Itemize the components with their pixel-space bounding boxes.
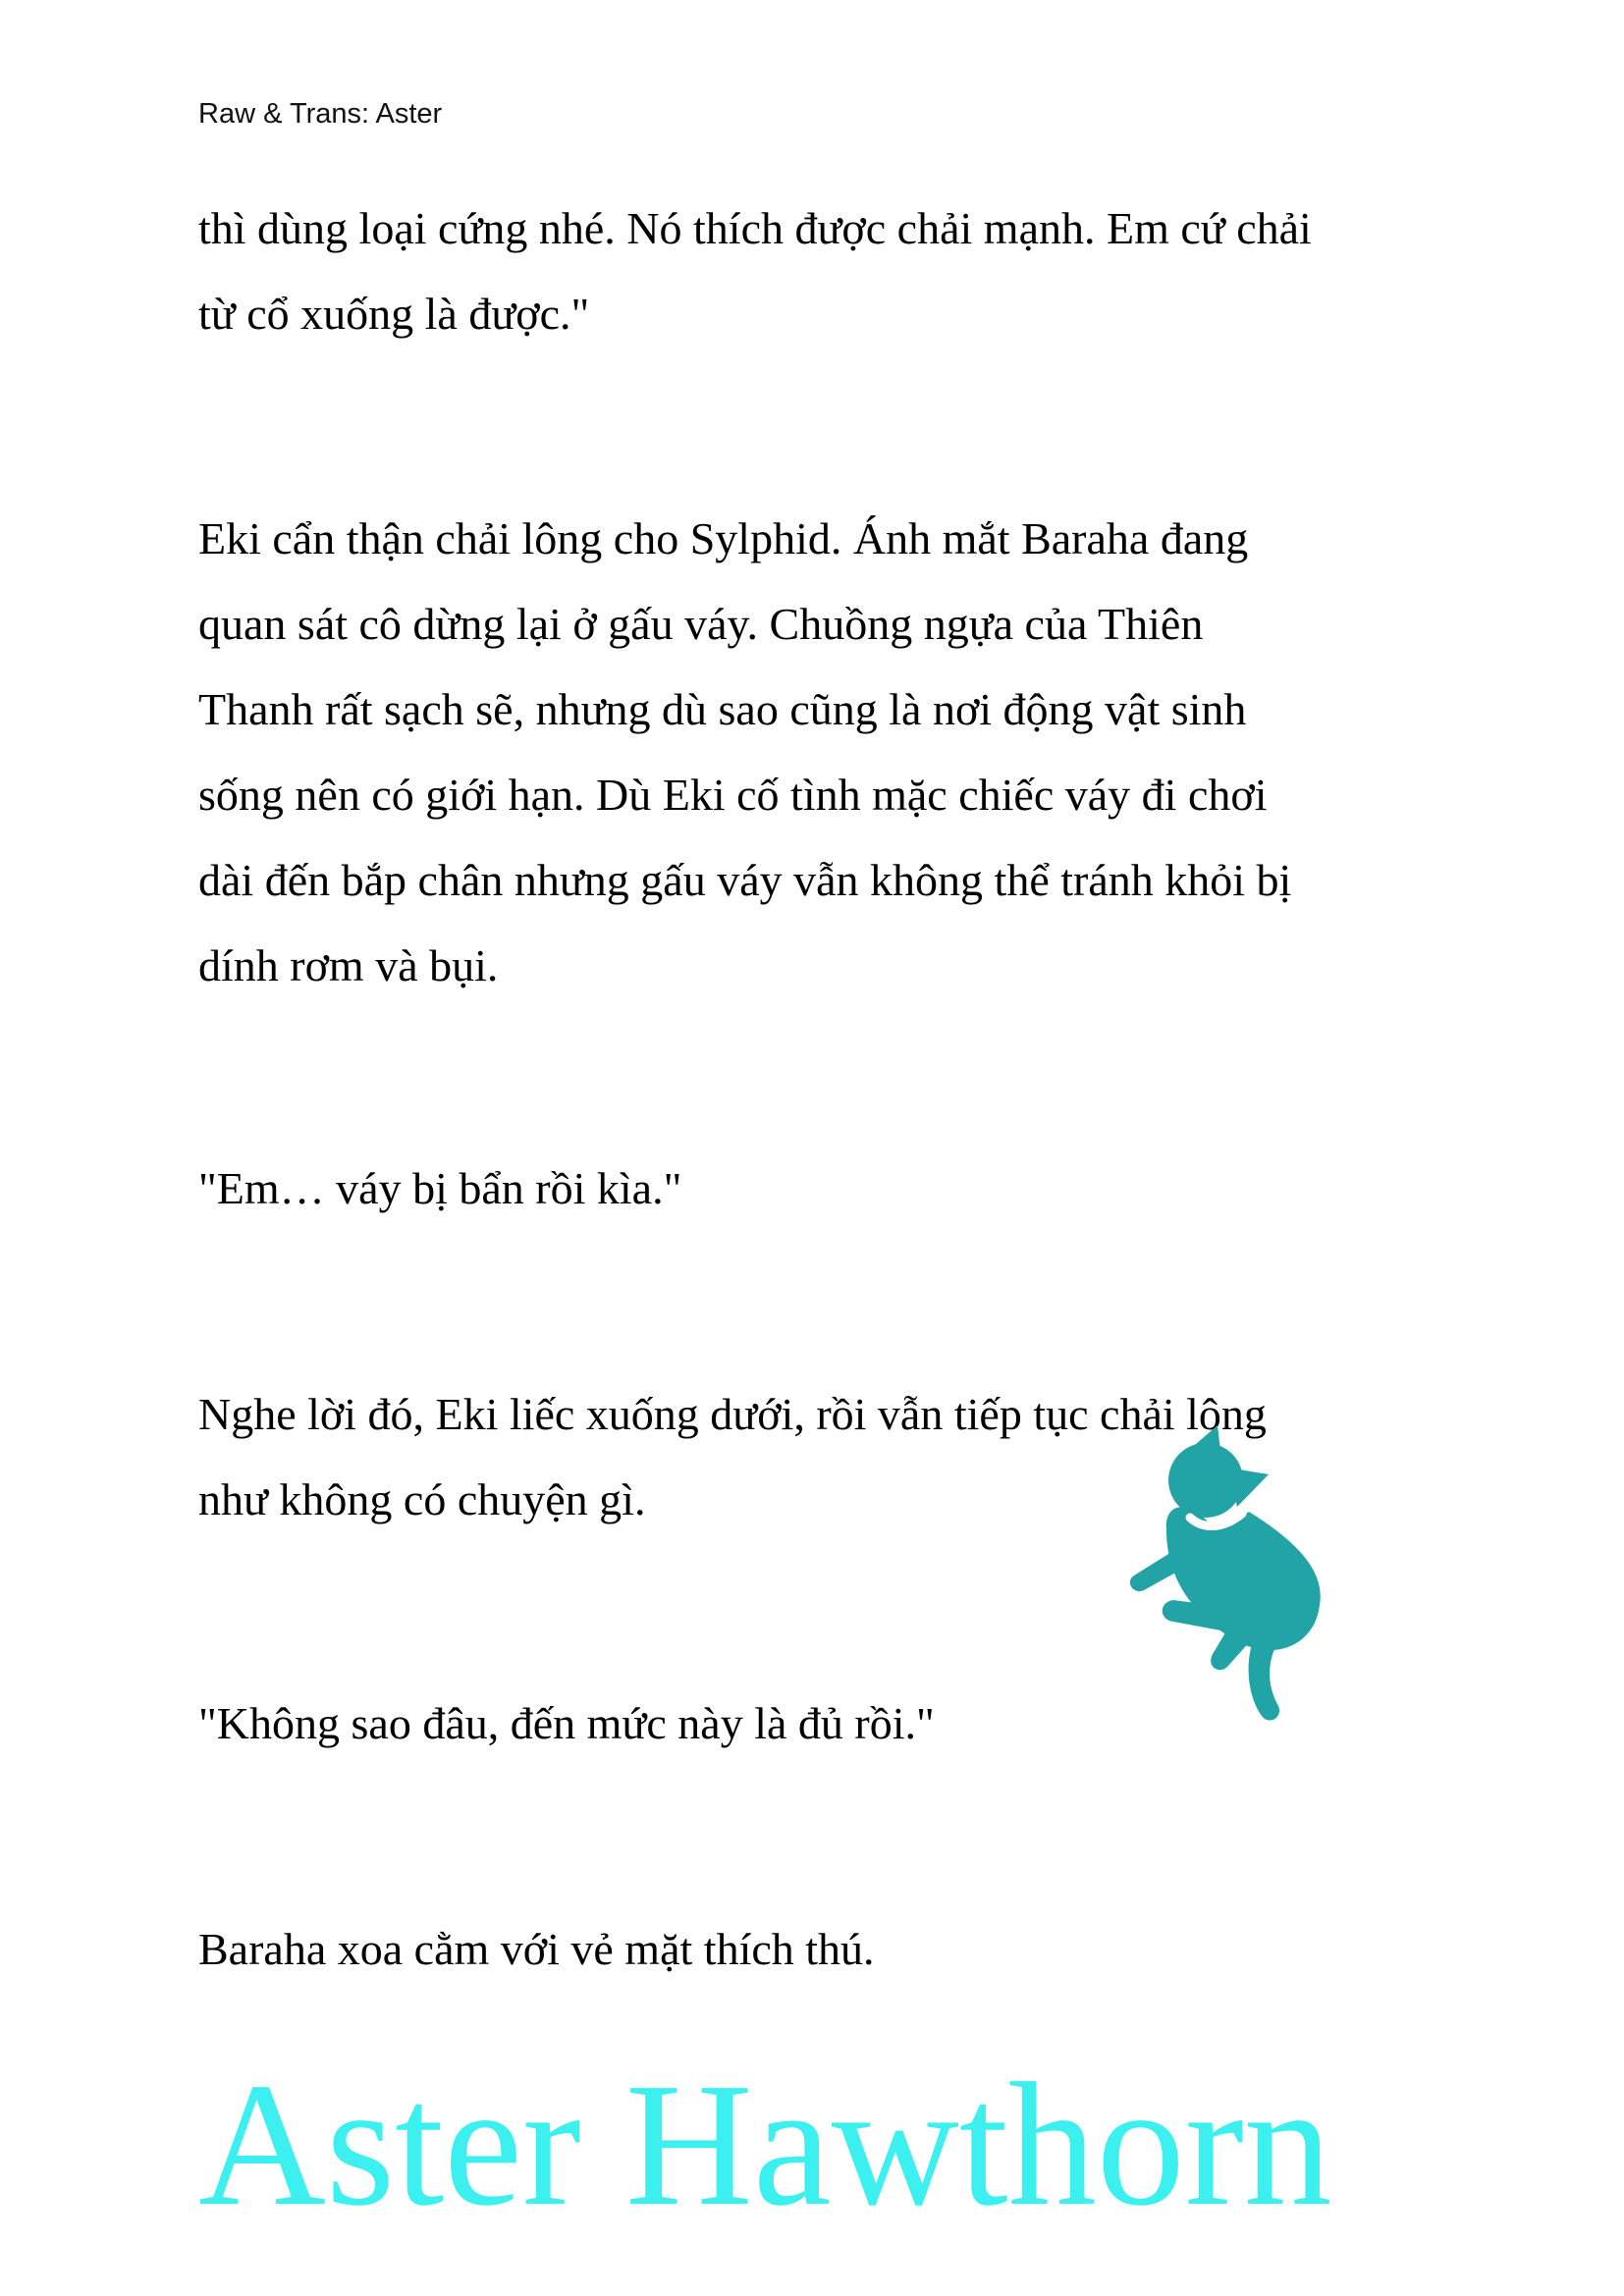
text-line: Nghe lời đó, Eki liếc xuống dưới, rồi vẫn tiếp tục chải lông bbox=[198, 1389, 1267, 1439]
paragraph-6 bbox=[198, 1906, 875, 1992]
paragraph-3 bbox=[198, 1146, 681, 1231]
text-line: "Em… váy bị bẩn rồi kìa." bbox=[198, 1163, 682, 1213]
text-line: dài đến bắp chân nhưng gấu váy vẫn không thể tránh khỏi bị bbox=[198, 855, 1292, 905]
text-line: quan sát cô dừng lại ở gấu váy. Chuồng ngựa của Thiên bbox=[198, 599, 1204, 649]
text-line: thì dùng loại cứng nhé. Nó thích được chải mạnh. Em cứ chải bbox=[198, 203, 1312, 253]
watermark: Aster Hawthorn bbox=[198, 2047, 1332, 2242]
translator-credit: Raw & Trans: Aster bbox=[198, 98, 443, 130]
text-line: Thanh rất sạch sẽ, nhưng dù sao cũng là nơi động vật sinh bbox=[198, 684, 1247, 734]
text-line: Eki cẩn thận chải lông cho Sylphid. Ánh mắt Baraha đang bbox=[198, 513, 1249, 563]
paragraph-1 bbox=[198, 186, 1312, 356]
paragraph-2 bbox=[198, 496, 1291, 1008]
paragraph-5 bbox=[198, 1681, 935, 1766]
text-line: sống nên có giới hạn. Dù Eki cố tình mặc chiếc váy đi chơi bbox=[198, 770, 1268, 820]
text-line: như không có chuyện gì. bbox=[198, 1474, 646, 1524]
text-line: từ cổ xuống là được." bbox=[198, 289, 590, 339]
cat-icon bbox=[1080, 1374, 1375, 1767]
text-line: Baraha xoa cằm với vẻ mặt thích thú. bbox=[198, 1924, 875, 1974]
text-line: "Không sao đâu, đến mức này là đủ rồi." bbox=[198, 1698, 935, 1748]
text-line: dính rơm và bụi. bbox=[198, 940, 499, 990]
